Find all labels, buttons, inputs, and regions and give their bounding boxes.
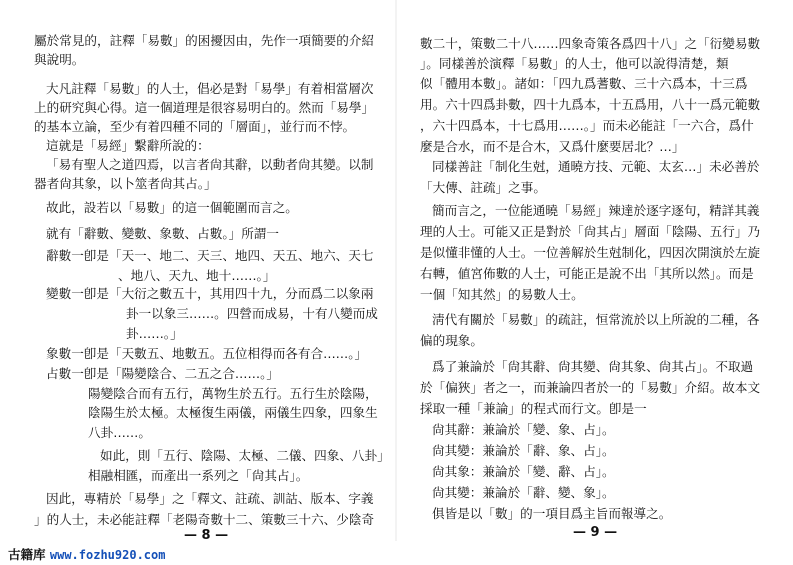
right-page — [397, 0, 793, 565]
text-line: 陽變陰合而有五行，萬物生於五行。五行生於陰陽， — [88, 386, 378, 401]
text-line: 一個「知其然」的易數人士。 — [420, 287, 584, 302]
site-watermark — [8, 545, 165, 563]
text-line: 尙其辭：兼論於「變、象、占」。 — [432, 422, 615, 437]
text-line: 似「體用本數」。諸如：「四九爲蓍數、三十六爲本，十三爲 — [420, 76, 748, 91]
text-line: 卦……。」 — [126, 326, 183, 341]
text-line: 故此，設若以「易數」的這一個範圍而言之。 — [46, 200, 298, 215]
text-line: 上的研究與心得。這一個道理是很容易明白的。然而「易學」 — [34, 100, 375, 115]
text-line: 占數一卽是「陽變陰合、二五之合……。」 — [46, 366, 279, 381]
text-line: 用。六十四爲卦數，四十九爲本，十五爲用，八十一爲元範數 — [420, 97, 761, 112]
text-line: 的基本立論，至少有着四種不同的「層面」，並行而不悖。 — [34, 119, 356, 134]
text-line: 麼是合水，而不是合木，又爲什麼要居北？…」 — [420, 139, 685, 154]
text-line: 屬於常見的，註釋「易數」的困擾因由，先作一項簡要的介紹 — [34, 33, 375, 48]
site-name: 古籍库 — [8, 547, 46, 562]
site-footer — [0, 541, 793, 565]
text-line: ，六十四爲本，十七爲用……。」而未必能註「一六合，爲什 — [420, 118, 754, 133]
page-number: — 8 — — [184, 528, 229, 543]
text-line: 與說明。 — [34, 52, 85, 67]
text-line: 尙其象：兼論於「變、辭、占」。 — [432, 464, 615, 479]
text-line: 尙其變：兼論於「辭、象、占」。 — [432, 443, 615, 458]
text-line: 如此，則「五行、陰陽、太極、二儀、四象、八卦」 — [100, 448, 390, 463]
text-line: 辭數一卽是「天一、地二、天三、地四、天五、地六、天七 — [46, 248, 374, 263]
text-line: 、地八、天九、地十……。」 — [118, 268, 276, 283]
text-line: 陰陽生於太極。太極復生兩儀，兩儀生四象，四象生 — [88, 405, 378, 420]
text-line: 於「偏狹」者之一，而兼論四者於一的「易數」介紹。故本文 — [420, 380, 761, 395]
text-line: 偏的現象。 — [420, 333, 483, 348]
text-line: 採取一種「兼論」的程式而行文。卽是一 — [420, 401, 647, 416]
text-line: 「易有聖人之道四焉，以言者尙其辭，以動者尙其變。以制 — [46, 157, 374, 172]
text-line: 簡而言之，一位能通曉「易經」辣達於逐字逐句，精詳其義 — [432, 203, 760, 218]
text-line: 俱皆是以「數」的一項目爲主旨而報導之。 — [432, 506, 672, 521]
text-line: 右轉，値宮佈數的人士，可能正是說不出「其所以然」。而是 — [420, 266, 754, 281]
text-line: 爲了兼論於「尙其辭、尙其變、尙其象、尙其占」。不取過 — [432, 359, 754, 374]
text-line: 八卦……。 — [88, 425, 151, 440]
text-line: 」。同樣善於演釋「易數」的人士，他可以說得清楚，類 — [420, 56, 729, 71]
text-line: 淸代有關於「易數」的疏註，恒常流於以上所說的二種，各 — [432, 312, 760, 327]
text-line: 卦一以象三……。四營而成易，十有八變而成 — [126, 306, 378, 321]
text-line: 器者尙其象，以卜筮者尙其占。」 — [34, 176, 217, 191]
text-line: 「大傳、註疏」之事。 — [420, 180, 546, 195]
page-number: — 9 — — [573, 525, 618, 540]
text-line: 大凡註釋「易數」的人士，倡必是對「易學」有着相當層次 — [46, 81, 374, 96]
text-line: 變數一卽是「大衍之數五十，其用四十九，分而爲二以象兩 — [46, 286, 374, 301]
text-line: 理的人士。可能又正是對於「尙其占」層面「陰陽、五行」乃 — [420, 224, 761, 239]
text-line: 是似懂非懂的人士。一位善解於生尅制化，四因次開演於左旋 — [420, 245, 761, 260]
text-line: 這就是「易經」繫辭所說的： — [46, 138, 210, 153]
text-line: 就有「辭數、變數、象數、占數。」所謂一 — [46, 226, 279, 241]
text-line: 尙其變：兼論於「辭、變、象」。 — [432, 485, 615, 500]
text-line: 」的人士，未必能註釋「老陽奇數十二、策數三十六、少陰奇 — [34, 512, 375, 527]
text-line: 象數一卽是「天數五、地數五。五位相得而各有合……。」 — [46, 346, 368, 361]
left-page — [0, 0, 396, 565]
text-line: 因此，專精於「易學」之「釋文、註疏、訓詁、版本、字義 — [46, 491, 374, 506]
text-line: 同樣善註「制化生尅，通曉方技、元範、太玄…」未必善於 — [432, 159, 760, 174]
text-line: 相融相匯，而產出一系列之「尙其占」。 — [88, 468, 309, 483]
text-line: 數二十，策數二十八……四象奇策各爲四十八」之「衍變易數 — [420, 36, 761, 51]
site-url[interactable]: www.fozhu920.com — [49, 548, 166, 562]
